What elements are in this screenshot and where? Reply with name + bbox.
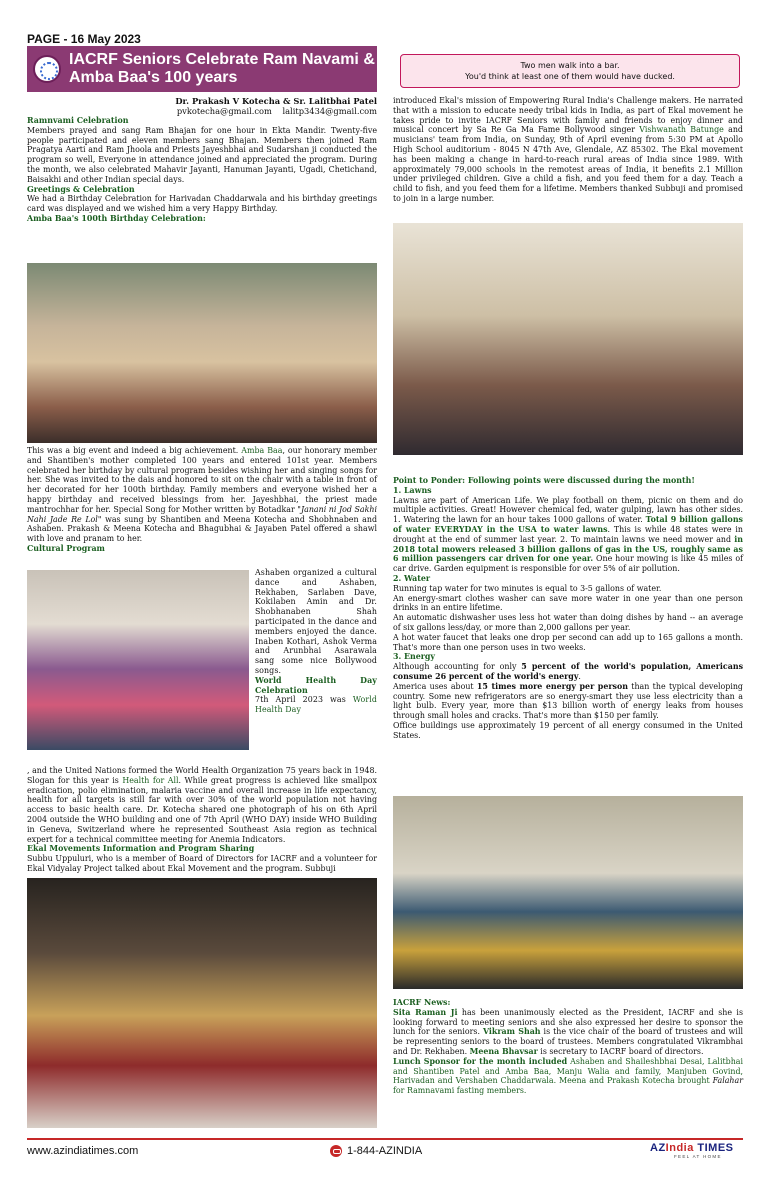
lunch-falahar: Falahar <box>712 1076 743 1086</box>
news-text-part: has been unanimously elected as the President, IACRF and she is looking forward to meeting seniors and she also expressed her desire to sponsor the lunch for the seniors. <box>393 1007 743 1037</box>
ekal-singer-name: Vishwanath Batunge <box>639 125 724 135</box>
energy-heading: 3. Energy <box>393 652 436 662</box>
greetings-heading: Greetings & Celebration <box>27 184 135 194</box>
author-emails: pvkotecha@gmail.com lalitp3434@gmail.com <box>176 106 377 116</box>
ekal-meeting-photo <box>393 796 743 989</box>
az-india-times-logo <box>650 1142 742 1164</box>
whd-world-health-day: World Health Day <box>255 695 377 715</box>
whd-heading: World Health Day Celebration <box>255 675 377 695</box>
news-name: Sita Raman Ji <box>393 1007 458 1017</box>
logo-times: TIMES <box>693 1142 734 1154</box>
amba-text-part: This was a big event and indeed a big achievement. <box>27 446 242 455</box>
cultural-program-photo <box>27 570 249 750</box>
greetings-text: We had a Birthday Celebration for Harivadan Chaddarwala and his birthday greetings card was displayed and we wished him a very Happy Birthday. <box>27 194 377 214</box>
page-date-label: PAGE - 16 May 2023 <box>27 32 141 46</box>
iacrf-logo-icon <box>33 55 61 83</box>
lawns-highlight: in 2018 total mowers released 3 billion gallons of gas in the US, roughly same as 6 million passengers car driven for one year. <box>393 534 743 564</box>
footer-phone-number: 1-844-AZINDIA <box>347 1145 423 1157</box>
ekal-text: Subbu Uppuluri, who is a member of Board of Directors for IACRF and a volunteer for Ekal Vidyalay Project talked about Ekal Movement and the program. Subbuji <box>27 854 377 873</box>
energy-text-part: . <box>578 671 581 681</box>
article-title: IACRF Seniors Celebrate Ram Navami & Amba Baa's 100 years <box>69 51 375 86</box>
ekal-text-part: and musicians' team from India, on Sunday, 9th of April evening from 5:30 PM at Apollo High School auditorium - 8045 N 47th Ave, Glendale, AZ 85302. The Ekal movement has been making a change in hard-to-reach rural areas of India since 1989. With approximately 79,000 schools in the remotest areas of India, it benefits 2.1 Million under privileged children. Give a child a fish, and you feed them for a day. Teach a child to fish, and you feed them for a lifetime. Members thanked Subbuji and promised to join in a large number. <box>393 125 743 203</box>
lunch-sponsor-group-photo <box>27 878 377 1128</box>
energy-point-3: Office buildings use approximately 19 percent of all energy consumed in the United States. <box>393 720 743 740</box>
lawns-text-part: One hour mowing is like 45 miles of car drive. Garden equipment is responsible for over 5% of air pollution. <box>393 554 743 574</box>
water-point-1: Running tap water for two minutes is equal to 3-5 gallons of water. <box>393 583 662 593</box>
news-name: Meena Bhavsar <box>469 1046 538 1056</box>
water-point-4: A hot water faucet that leaks one drop per second can add up to 165 gallons a month. That's more than one person uses in two weeks. <box>393 632 743 652</box>
lawns-highlight: Total 9 billion gallons of water EVERYDAY in the USA to water lawns <box>393 515 743 534</box>
logo-tagline: FEEL AT HOME <box>674 1154 722 1159</box>
whd-paragraph <box>27 766 377 844</box>
lunch-text-part: for Ramnavami fasting members. <box>393 1086 527 1096</box>
lawns-paragraph <box>393 496 743 574</box>
whd-intro <box>255 695 377 715</box>
point-to-ponder <box>393 476 743 741</box>
logo-india: India <box>665 1142 694 1154</box>
footer-phone[interactable] <box>330 1145 422 1157</box>
amba-name: Amba Baa <box>241 446 283 455</box>
energy-point-2 <box>393 682 743 721</box>
energy-text-part: than the typical developing country. Some new refrigerators are so energy-smart they use less electricity than a light bulb. Every year, more than $13 billion worth of energy leaks from houses through small holes and cracks. That's more than $150 per family. <box>393 681 743 721</box>
news-text-part: is secretary to IACRF board of directors. <box>537 1046 704 1056</box>
cultural-side-text <box>255 568 377 715</box>
ekal-text-part: introduced Ekal's mission of Empowering Rural India's Challenge makers. He narrated that with a mission to educate needy tribal kids in India, as part of Ekal movement he takes pride to invite IACRF Seniors with family and friends to enjoy dinner and musical concert by Sa Re Ga Ma Fame Bollywood singer <box>393 96 743 135</box>
energy-text-part: Although accounting for only <box>393 662 522 672</box>
seniors-group-photo <box>393 223 743 455</box>
lunch-paragraph <box>393 1057 743 1096</box>
ekal-heading: Ekal Movements Information and Program Sharing <box>27 844 255 854</box>
news-text-part: is the vice chair of the board of trustees and will be representing seniors to the board of trustees. Members congratulated Vikrambhai and Dr. Rekhaben. <box>393 1027 743 1056</box>
cultural-text: Ashaben organized a cultural dance and Ashaben, Rekhaben, Sarlaben Dave, Kokilaben Amin and Dr. Shobhanaben Shah participated in the dance and members enjoyed the dance. Inaben Kothari, Ashok Verma and Arunbhai Asarawala sang some nice Bollywood songs. <box>255 568 377 675</box>
energy-text-part: America uses about <box>393 681 477 691</box>
cultural-heading: Cultural Program <box>27 543 105 553</box>
ramnvami-text: Members prayed and sang Ram Bhajan for one hour in Ekta Mandir. Twenty-five people participated and eleven members sang Bhajan. Members then joined Ram Pragatya Aarti and Ram Jhoola and Priests Jayeshbhai and Sudarshan ji conducted the program so well, Everyone in attendance joined and appreciated the program. During the month, we also celebrated Mahavir Jayanti, Hanuman Jayanti, Ugadi, Chetichand, Baisakhi and other Indian special days. <box>27 125 377 184</box>
water-point-2: An energy-smart clothes washer can save more water in one year than one person drinks in an entire lifetime. <box>393 593 743 613</box>
phone-icon <box>330 1145 342 1157</box>
energy-point-1 <box>393 662 743 682</box>
news-name: Vikram Shah <box>482 1027 541 1037</box>
left-column-top <box>27 116 377 224</box>
ekal-paragraph <box>393 96 743 204</box>
energy-highlight: 15 times more energy per person <box>476 681 628 691</box>
water-heading: 2. Water <box>393 573 431 583</box>
author-block <box>130 96 377 116</box>
amba-story <box>27 446 377 554</box>
water-point-3: An automatic dishwasher uses less hot water than doing dishes by hand -- an average of six gallons less/day, or more than 2,000 gallons per year. <box>393 613 743 632</box>
ramnvami-heading: Ramnvami Celebration <box>27 116 129 125</box>
amba-baa-birthday-photo <box>27 263 377 443</box>
amba-song-title: Janani ni Jod Sakhi Nahi Jade Re Lol <box>27 504 378 524</box>
article-title-banner <box>27 46 377 92</box>
joke-line-1: Two men walk into a bar. <box>520 61 620 70</box>
whd-text-part: . While great progress is achieved like smallpox eradication, polio elimination, malaria vaccine and overall increase in life expectancy, health for all targets is still far with over 30% of the world population not having access to basic health care. Dr. Kotecha shared one photograph of his on 6th April 2004 outside the WHO building and one of 7th April (WHO DAY) inside WHO Building in Geneva, Switzerland where he represented Southeast Asia region as technical expert for a technical committee meeting for Anemia Indicators. <box>27 775 377 844</box>
ekal-continued <box>393 96 743 204</box>
lunch-heading: Lunch Sponsor for the month included <box>393 1056 568 1066</box>
joke-box <box>400 54 740 88</box>
lawns-heading: 1. Lawns <box>393 485 432 495</box>
logo-wordmark <box>650 1142 742 1154</box>
amba-heading: Amba Baa's 100th Birthday Celebration: <box>27 213 206 223</box>
whd-continued <box>27 766 377 874</box>
lawns-text-part: Lawns are part of American Life. We play football on them, picnic on them and do multiple activities. Great! However chemical fed, water gulping, lawn has other sides. 1. Watering the lawn for an hour takes 1000 gallons of water. <box>393 495 743 525</box>
news-heading: IACRF News: <box>393 998 451 1007</box>
logo-az: AZ <box>650 1142 666 1154</box>
lunch-text-part: Ashaben and Shaileshbhai Desai, Lalitbhai and Shantiben Patel and Amba Baa, Manju Walia and family, Manjuben Govind, Harivadan and Vershaben Chaddarwala. Meena and Prakash Kotecha brought <box>393 1056 744 1086</box>
amba-text-part: , our honorary member and Shantiben's mother completed 100 years and entered 101st year. Members celebrated her birthday by cultural program besides wishing her and singing songs for her. She was invited to the dais and honored to sit on the chair with a table in front of her decorated for her 100th birthday. Family members and everyone wished her a happy birthday and received blessings from her. Jayeshbhai, the priest made mantrochhar for her. Special Song for Mother written by Botadkar " <box>27 446 377 514</box>
whd-slogan: Health for All <box>122 775 179 785</box>
news-paragraph <box>393 1008 743 1057</box>
energy-highlight: 5 percent of the world's population, Americans consume 26 percent of the world's energy <box>393 662 744 681</box>
iacrf-news <box>393 998 743 1096</box>
whd-text-part: , and the United Nations formed the World Health Organization 75 years back in 1948. Slogan for this year is <box>27 766 377 785</box>
amba-text-part: " was sung by Shantiben and Meena Kotecha and Shobhnaben and Ashaben. Prakash & Meena Kotecha and Bhagubhai & Jayaben Patel offered a shawl with love and pranam to her. <box>27 514 377 544</box>
joke-line-2: You'd think at least one of them would have ducked. <box>465 72 675 81</box>
ponder-heading: Point to Ponder: Following points were discussed during the month! <box>393 476 695 485</box>
amba-paragraph <box>27 446 377 544</box>
author-names: Dr. Prakash V Kotecha & Sr. Lalitbhai Patel <box>175 96 377 106</box>
whd-text-part: 7th April 2023 was <box>255 695 353 705</box>
footer-divider <box>27 1138 743 1140</box>
lawns-text-part: . This is while 48 states were in drought at the end of summer last year. 2. To maintain lawns we need mower and <box>393 524 743 544</box>
footer-website-link[interactable]: www.azindiatimes.com <box>27 1145 139 1157</box>
